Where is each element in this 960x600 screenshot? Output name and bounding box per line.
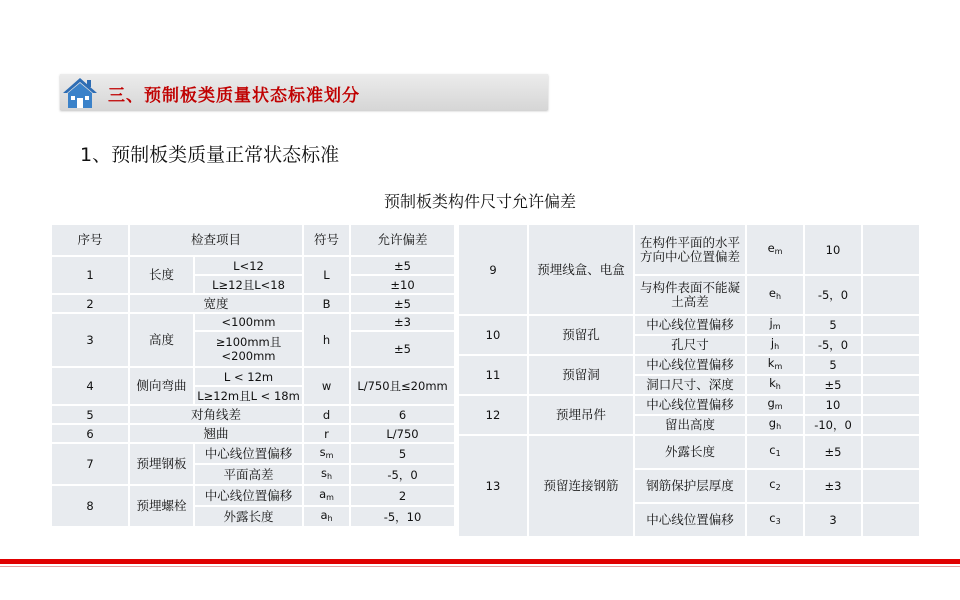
blank-cell	[862, 503, 920, 537]
symbol-base: c	[769, 511, 776, 525]
row-subitem: <100mm	[194, 313, 303, 331]
row-subitem: 孔尺寸	[634, 335, 746, 355]
blank-cell	[862, 415, 920, 435]
row-seq: 8	[51, 485, 129, 527]
row-item: 宽度	[129, 294, 303, 313]
symbol-base: c	[769, 443, 776, 457]
footer-rule	[0, 559, 960, 564]
table-caption: 预制板类构件尺寸允许偏差	[383, 192, 576, 211]
row-item: 高度	[129, 313, 194, 367]
row-symbol	[746, 469, 804, 503]
symbol-base: g	[767, 396, 775, 410]
blank-cell	[862, 315, 920, 335]
symbol-subscript: h	[774, 342, 780, 351]
row-subitem: L < 12m	[194, 367, 303, 386]
row-symbol	[303, 506, 350, 527]
row-tolerance: 5	[804, 355, 862, 375]
row-symbol	[303, 443, 350, 464]
row-symbol	[746, 224, 804, 275]
row-seq: 6	[51, 424, 129, 443]
row-symbol: L	[303, 256, 350, 294]
row-symbol: r	[303, 424, 350, 443]
row-tolerance: 10	[804, 224, 862, 275]
table-row	[51, 443, 455, 464]
row-tolerance: 5	[350, 443, 455, 464]
row-subitem: 中心线位置偏移	[194, 485, 303, 506]
row-symbol	[746, 355, 804, 375]
table-row	[51, 485, 455, 506]
header-tolerance: 允许偏差	[350, 224, 455, 256]
row-subitem: 平面高差	[194, 464, 303, 485]
symbol-base: e	[767, 240, 775, 255]
blank-cell	[862, 224, 920, 275]
table-row	[458, 315, 920, 335]
symbol-subscript: h	[775, 382, 781, 391]
row-seq: 5	[51, 405, 129, 424]
table-row	[458, 435, 920, 469]
table-row	[458, 224, 920, 275]
row-subitem: 外露长度	[194, 506, 303, 527]
row-tolerance: L/750且≤20mm	[350, 367, 455, 405]
row-subitem: 与构件表面不能凝土高差	[634, 275, 746, 315]
footer-rule-thin	[0, 566, 960, 567]
symbol-subscript: h	[326, 471, 333, 481]
blank-cell	[862, 355, 920, 375]
row-tolerance: ±5	[350, 331, 455, 367]
row-item: 预埋线盒、电盒	[528, 224, 634, 315]
symbol-subscript: m	[774, 402, 783, 411]
blank-cell	[862, 469, 920, 503]
symbol-subscript: m	[325, 450, 334, 460]
row-tolerance: ±3	[804, 469, 862, 503]
row-subitem: 中心线位置偏移	[634, 355, 746, 375]
row-symbol	[746, 435, 804, 469]
row-subitem: 中心线位置偏移	[634, 503, 746, 537]
row-symbol	[746, 315, 804, 335]
row-tolerance: -5，0	[350, 464, 455, 485]
row-seq: 12	[458, 395, 528, 435]
row-item: 预留连接钢筋	[528, 435, 634, 537]
table-row	[51, 313, 455, 331]
symbol-subscript: m	[774, 246, 783, 256]
symbol-base: j	[770, 336, 775, 350]
row-tolerance: 6	[350, 405, 455, 424]
row-seq: 9	[458, 224, 528, 315]
row-tolerance: -10，0	[804, 415, 862, 435]
row-subitem: 外露长度	[634, 435, 746, 469]
symbol-subscript: 1	[775, 449, 781, 458]
table-row	[51, 367, 455, 386]
row-subitem: 中心线位置偏移	[634, 315, 746, 335]
table-row	[51, 405, 455, 424]
row-subitem: L≥12且L<18	[194, 275, 303, 294]
row-seq: 2	[51, 294, 129, 313]
symbol-subscript: m	[772, 322, 781, 331]
row-tolerance: ±5	[350, 256, 455, 275]
symbol-subscript: h	[327, 513, 333, 523]
symbol-base: s	[319, 444, 326, 459]
symbol-subscript: h	[776, 292, 782, 301]
row-subitem: 中心线位置偏移	[194, 443, 303, 464]
row-symbol	[746, 395, 804, 415]
symbol-base: j	[769, 316, 773, 330]
row-item: 侧向弯曲	[129, 367, 194, 405]
row-item: 长度	[129, 256, 194, 294]
symbol-subscript: 2	[775, 483, 781, 492]
row-seq: 1	[51, 256, 129, 294]
row-tolerance: -5，0	[804, 335, 862, 355]
symbol-base: a	[320, 507, 328, 522]
table-row	[458, 355, 920, 375]
section-title: 三、预制板类质量状态标准划分	[108, 86, 360, 106]
header-seq: 序号	[51, 224, 129, 256]
header-item: 检查项目	[129, 224, 303, 256]
row-seq: 11	[458, 355, 528, 395]
row-subitem: 洞口尺寸、深度	[634, 375, 746, 395]
row-symbol	[746, 415, 804, 435]
symbol-base: a	[319, 486, 327, 501]
row-tolerance: 3	[804, 503, 862, 537]
row-subitem: 钢筋保护层厚度	[634, 469, 746, 503]
row-tolerance: ±5	[804, 375, 862, 395]
row-tolerance: L/750	[350, 424, 455, 443]
tolerance-table-right	[457, 223, 921, 538]
symbol-base: e	[768, 286, 776, 300]
row-item: 预埋钢板	[129, 443, 194, 485]
table-row	[51, 294, 455, 313]
row-subitem: L≥12m且L < 18m	[194, 386, 303, 405]
section-title-banner	[60, 74, 548, 110]
row-subitem: 留出高度	[634, 415, 746, 435]
row-seq: 3	[51, 313, 129, 367]
symbol-base: k	[769, 376, 776, 390]
row-symbol: d	[303, 405, 350, 424]
table-row	[51, 256, 455, 275]
symbol-base: s	[320, 465, 327, 480]
symbol-subscript: m	[326, 492, 334, 502]
symbol-subscript: 3	[775, 517, 781, 526]
blank-cell	[862, 435, 920, 469]
row-tolerance: -5，0	[804, 275, 862, 315]
blank-cell	[862, 335, 920, 355]
row-subitem: 在构件平面的水平方向中心位置偏差	[634, 224, 746, 275]
table-row	[458, 395, 920, 415]
row-subitem: L<12	[194, 256, 303, 275]
row-symbol	[746, 275, 804, 315]
row-subitem: 中心线位置偏移	[634, 395, 746, 415]
row-item: 对角线差	[129, 405, 303, 424]
row-symbol: h	[303, 313, 350, 367]
row-tolerance: -5，10	[350, 506, 455, 527]
row-symbol	[303, 464, 350, 485]
row-item: 预留洞	[528, 355, 634, 395]
row-tolerance: 10	[804, 395, 862, 415]
row-tolerance: 2	[350, 485, 455, 506]
row-symbol: B	[303, 294, 350, 313]
row-item: 预埋吊件	[528, 395, 634, 435]
table-header-row	[51, 224, 455, 256]
symbol-base: g	[768, 416, 777, 430]
row-tolerance: ±5	[804, 435, 862, 469]
row-item: 预留孔	[528, 315, 634, 355]
row-symbol	[303, 485, 350, 506]
row-symbol	[746, 503, 804, 537]
row-symbol	[746, 335, 804, 355]
row-item: 预埋螺栓	[129, 485, 194, 527]
blank-cell	[862, 395, 920, 415]
row-tolerance: ±10	[350, 275, 455, 294]
blank-cell	[862, 275, 920, 315]
row-item: 翘曲	[129, 424, 303, 443]
row-seq: 7	[51, 443, 129, 485]
page-subtitle: 1、预制板类质量正常状态标准	[80, 144, 340, 166]
row-seq: 10	[458, 315, 528, 355]
symbol-subscript: m	[774, 362, 783, 371]
symbol-base: c	[769, 477, 776, 491]
house-icon	[62, 76, 98, 110]
blank-cell	[862, 375, 920, 395]
row-symbol	[746, 375, 804, 395]
row-seq: 13	[458, 435, 528, 537]
symbol-base: k	[767, 356, 775, 370]
table-row	[51, 424, 455, 443]
row-tolerance: ±5	[350, 294, 455, 313]
row-subitem: ≥100mm且<200mm	[194, 331, 303, 367]
row-tolerance: ±3	[350, 313, 455, 331]
row-seq: 4	[51, 367, 129, 405]
row-tolerance: 5	[804, 315, 862, 335]
row-symbol: w	[303, 367, 350, 405]
header-symbol: 符号	[303, 224, 350, 256]
symbol-subscript: h	[776, 422, 782, 431]
tolerance-table-left	[50, 223, 456, 528]
